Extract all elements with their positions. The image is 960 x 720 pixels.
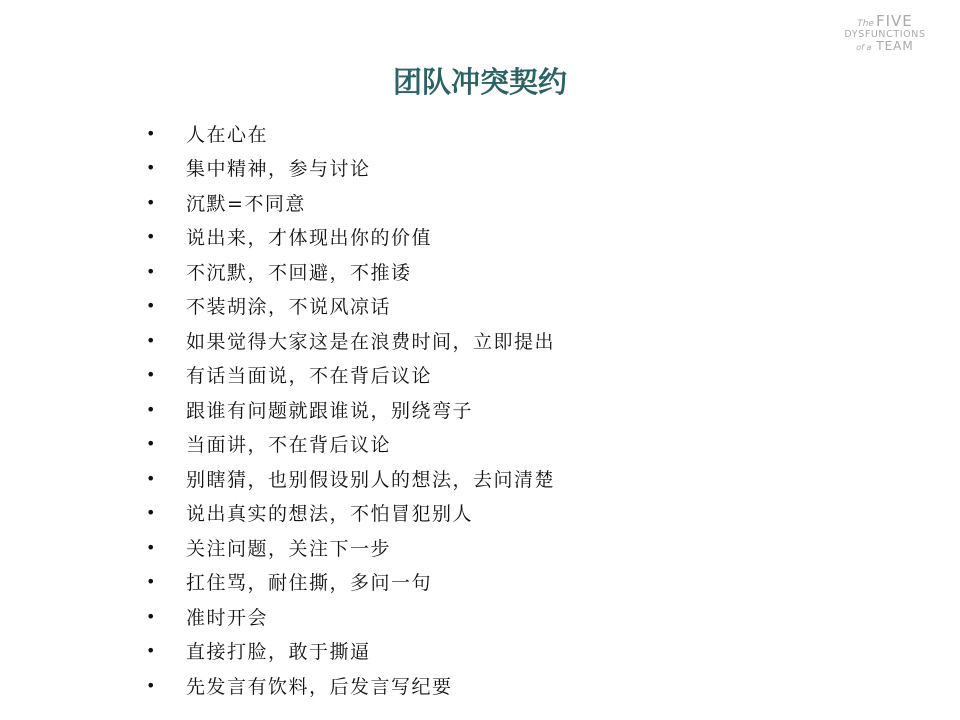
bullet-item	[146, 392, 555, 427]
bullet-text: 扛住骂，耐住撕，多问一句	[186, 572, 433, 595]
bullet-dot-icon: •	[146, 468, 156, 488]
bullet-dot-icon: •	[146, 503, 156, 523]
bullet-text: 有话当面说，不在背后议论	[186, 365, 433, 388]
bullet-text: 关注问题，关注下一步	[186, 537, 392, 560]
bullet-text: 当面讲，不在背后议论	[186, 434, 392, 457]
bullet-item	[146, 530, 555, 565]
logo-line-1	[830, 14, 940, 30]
bullet-dot-icon: •	[146, 434, 156, 454]
bullet-dot-icon: •	[146, 365, 156, 385]
bullet-item	[146, 323, 555, 358]
bullet-text: 直接打脸，敢于撕逼	[186, 641, 371, 664]
logo-five: FIVE	[875, 12, 913, 30]
logo-team: TEAM	[876, 38, 914, 53]
bullet-text: 人在心在	[186, 123, 269, 146]
bullet-dot-icon: •	[146, 399, 156, 419]
bullet-text: 说出真实的想法，不怕冒犯别人	[186, 503, 474, 526]
bullet-item	[146, 496, 555, 531]
bullet-dot-icon: •	[146, 123, 156, 143]
bullet-dot-icon: •	[146, 606, 156, 626]
bullet-dot-icon: •	[146, 192, 156, 212]
bullet-item	[146, 358, 555, 393]
bullet-item	[146, 634, 555, 669]
bullet-dot-icon: •	[146, 296, 156, 316]
bullet-item	[146, 289, 555, 324]
bullet-text: 沉默=不同意	[186, 192, 306, 215]
bullet-item	[146, 220, 555, 255]
bullet-item	[146, 185, 555, 220]
bullet-dot-icon: •	[146, 537, 156, 557]
bullet-dot-icon: •	[146, 641, 156, 661]
bullet-item	[146, 427, 555, 462]
logo-of-a: of a	[856, 42, 872, 52]
bullet-item	[146, 254, 555, 289]
bullet-dot-icon: •	[146, 158, 156, 178]
bullet-dot-icon: •	[146, 572, 156, 592]
bullet-text: 不装胡涂，不说风凉话	[186, 296, 392, 319]
bullet-dot-icon: •	[146, 330, 156, 350]
bullet-dot-icon: •	[146, 227, 156, 247]
bullet-text: 集中精神，参与讨论	[186, 158, 371, 181]
bullet-item	[146, 668, 555, 703]
bullet-list	[146, 116, 555, 703]
bullet-text: 不沉默，不回避，不推诿	[186, 261, 412, 284]
book-logo	[830, 14, 940, 52]
logo-the: The	[857, 19, 874, 29]
logo-dysfunctions: DYSFUNCTIONS	[844, 28, 926, 40]
logo-line-3	[830, 40, 940, 53]
slide-title: 团队冲突契约	[392, 65, 567, 99]
bullet-dot-icon: •	[146, 675, 156, 695]
bullet-item	[146, 599, 555, 634]
bullet-item	[146, 565, 555, 600]
bullet-text: 如果觉得大家这是在浪费时间，立即提出	[186, 330, 556, 353]
bullet-text: 先发言有饮料，后发言写纪要	[186, 675, 453, 698]
bullet-item	[146, 461, 555, 496]
bullet-item	[146, 151, 555, 186]
bullet-text: 跟谁有问题就跟谁说，别绕弯子	[186, 399, 474, 422]
bullet-text: 说出来，才体现出你的价值	[186, 227, 433, 250]
bullet-text: 别瞎猜，也别假设别人的想法，去问清楚	[186, 468, 556, 491]
bullet-dot-icon: •	[146, 261, 156, 281]
bullet-text: 准时开会	[186, 606, 269, 629]
bullet-item	[146, 116, 555, 151]
